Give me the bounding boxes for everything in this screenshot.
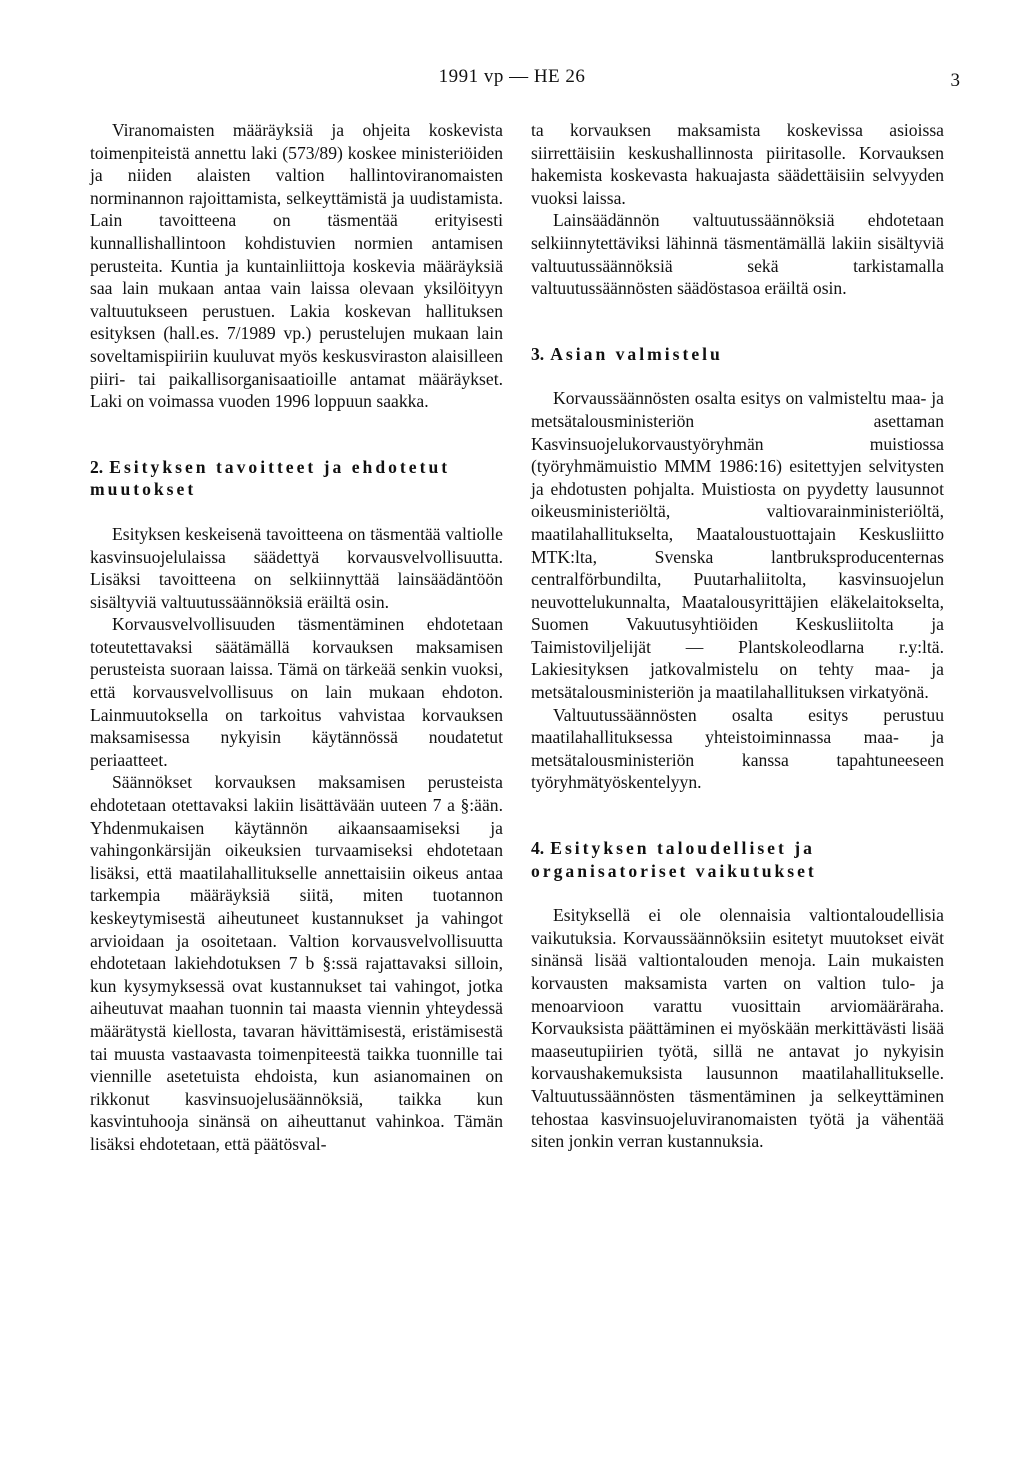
spacer xyxy=(531,365,944,387)
section-3-paragraph: Korvaussäännösten osalta esitys on valmisteltu maa- ja metsätalousministeriön asettaman Kasvinsuojelukorvaustyöryhmän muistiossa (työryhmämuistio MMM 1986:16) esitettyjen selvitysten ja ehdotusten pohjalta. Muistiosta on pyydetty lausunnot oikeusministeriöltä, valtiovarainministeriöltä, maatilahallitukselta, Maataloustuottajain Keskusliitto MTK:lta, Svenska lantbruksproducenternas centralförbundilta, Puutarhaliitolta, kasvinsuojelun neuvottelukunnalta, Maatalousyrittäjien eläkelaitokselta, Suomen Vakuutusyhtiöiden Keskusliitolta ja Taimistoviljelijät — Plantskoleodlarna r.y:ltä. Lakiesityksen jatkovalmistelu on tehty maa- ja metsätalousministeriön ja maatilahallituksen virkatyönä. xyxy=(531,388,944,703)
section-2-title: Esityksen tavoitteet ja ehdotetut muutokset xyxy=(90,456,451,500)
section-4-heading xyxy=(531,837,944,882)
spacer xyxy=(90,413,503,456)
section-4-title: Esityksen taloudelliset ja organisatoriset vaikutukset xyxy=(531,838,817,881)
spacer xyxy=(90,501,503,523)
valtuutus-paragraph: Lainsäädännön valtuutussäännöksiä ehdotetaan selkiinnytettäviksi lähinnä täsmentämällä lakiin sisältyviä valtuutussäännöksiä sekä tarkistamalla valtuutussäännösten säädöstasoa eräiltä osin. xyxy=(531,210,944,299)
page-number: 3 xyxy=(950,70,960,91)
section-3-number: 3. xyxy=(531,343,545,364)
section-2-heading xyxy=(90,456,503,501)
document-reference: 1991 vp — HE 26 xyxy=(438,66,586,87)
continuation-paragraph: ta korvauksen maksamista koskevissa asioissa siirrettäisiin keskushallinnosta piiritasolle. Korvauksen hakemista koskevasta hakuajasta säädettäisiin selvyyden vuoksi laissa. xyxy=(531,120,944,208)
spacer xyxy=(531,300,944,343)
section-3-heading xyxy=(531,343,944,366)
left-column xyxy=(90,119,503,1156)
intro-paragraph: Viranomaisten määräyksiä ja ohjeita koskevista toimenpiteistä annettu laki (573/89) koskee ministeriöiden ja niiden alaisten valtion hallintoviranomaisten norminannon rajoittamista, selkeyttämistä ja uudistamista. Lain tavoitteena on täsmentää erityisesti kunnallishallintoon kohdistuvien normien antamisen perusteita. Kuntia ja kuntainliittoja koskevia määräyksiä saa lain mukaan antaa vain laissa olevaan yksilöityyn valtuutukseen perustuen. Lakia koskevan hallituksen esityksen (hall.es. 7/1989 vp.) perustelujen mukaan lain soveltamispiiriin kuuluvat myös keskusviraston alaisilleen piiri- tai paikallisorganisaatioille antamat määräykset. Laki on voimassa vuoden 1996 loppuun saakka. xyxy=(90,120,503,412)
section-2-paragraph: Esityksen keskeisenä tavoitteena on täsmentää valtiolle kasvinsuojelulaissa säädettyä korvausvelvollisuutta. Lisäksi tavoitteena on selkiinnyttää lainsäädäntöön sisältyviä valtuutussäännöksiä eräiltä osin. xyxy=(90,523,503,612)
spacer xyxy=(531,794,944,837)
section-3-paragraph: Valtuutussäännösten osalta esitys perustuu maatilahallituksessa yhteistoiminnassa maa- ja metsätalousministeriön kanssa tapahtuneeseen työryhmätyöskentelyyn. xyxy=(531,704,944,793)
section-4-paragraph: Esityksellä ei ole olennaisia valtiontaloudellisia vaikutuksia. Korvaussäännöksiin esitetyt muutokset eivät sinänsä lisää valtiontalouden menoja. Lain mukaisten korvausten maksamista varten on valtion tulo- ja menoarvioon varattu vuosittain arviomääräraha. Korvauksista päättäminen ei myöskään merkittävästi lisää maaseutupiirien työtä, sillä ne antavat jo nykyisin korvaushakemuksista lausunnon maatilahallitukselle. Valtuutussäännösten täsmentäminen ja selkeyttäminen tehostaa kasvinsuojeluviranomaisten työtä ja vähentää siten jonkin verran kustannuksia. xyxy=(531,905,944,1152)
section-3-title: Asian valmistelu xyxy=(550,343,723,364)
right-column xyxy=(531,119,944,1153)
section-4-number: 4. xyxy=(531,838,545,859)
spacer xyxy=(531,882,944,904)
page-header xyxy=(0,66,1024,92)
section-2-paragraph: Säännökset korvauksen maksamisen perusteista ehdotetaan otettavaksi lakiin lisättävään uuteen 7 a §:ään. Yhdenmukaisen käytännön aikaansaamiseksi ja vahingonkärsijän oikeuksien turvaamiseksi ehdotetaan lisäksi, että maatilahallitukselle annettaisiin oikeus antaa tarkempia määräyksiä siitä, miten tuotannon keskeytymisestä aiheutuneet kustannukset ja vahingot arvioidaan ja osoitetaan. Valtion korvausvelvollisuutta ehdotetaan lakiehdotuksen 7 b §:ssä rajattavaksi silloin, kun kysymyksessä ovat kustannukset tai vahingot, jotka aiheutuvat maahan tuonnin tai maasta viennin yhteydessä määrätystä kiellosta, tavaran hävittämisestä, eristämisestä tai muusta vastaavasta toimenpiteestä taikka tuonnille tai viennille asetetuista ehdoista, kun asianomainen on rikkonut kasvinsuojelusäännöksiä, taikka kun kasvintuhooja sinänsä on aiheuttanut vahinkoa. Tämän lisäksi ehdotetaan, että päätösval- xyxy=(90,772,503,1154)
section-2-number: 2. xyxy=(90,456,104,477)
section-2-paragraph: Korvausvelvollisuuden täsmentäminen ehdotetaan toteutettavaksi säätämällä korvauksen maksamisen perusteista suoraan laissa. Tämä on tärkeää senkin vuoksi, että korvausvelvollisuus on lain mukaan ehdoton. Lainmuutoksella on tarkoitus vahvistaa korvauksen maksamisessa nykyisin käytännössä noudatetut periaatteet. xyxy=(90,614,503,770)
